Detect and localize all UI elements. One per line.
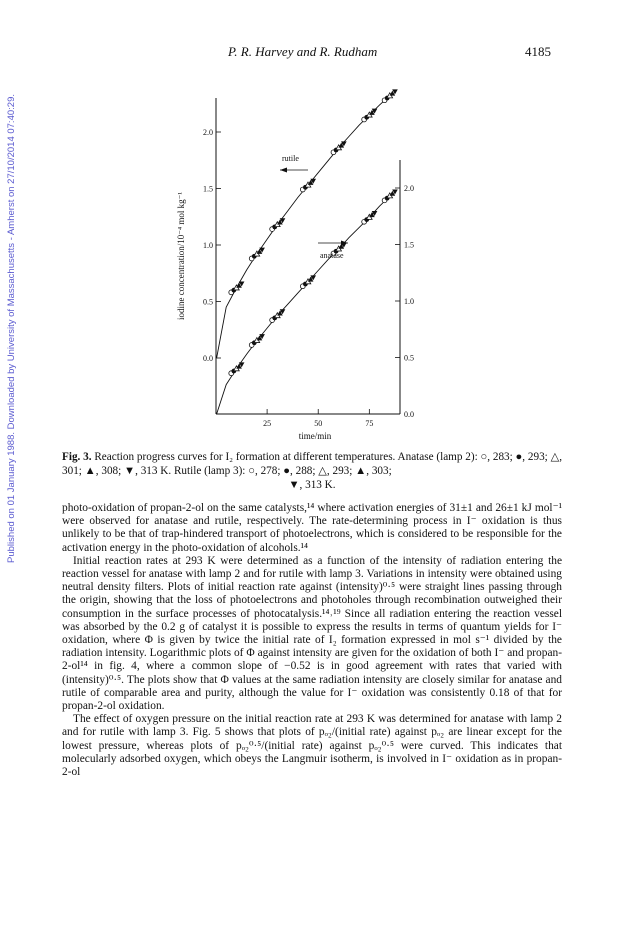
left-tick-label: 0.0 xyxy=(203,354,213,363)
paragraph-3: The effect of oxygen pressure on the initial reaction rate at 293 K was determined for anatase with lamp 2 and for rutile with lamp 3. Fig. 5 shows that plots of pₒ₂/(initial rate) against pₒ₂ are linear except for the lowest pressure, whereas plots of pₒ₂⁰·⁵/(initial rate) against pₒ₂⁰·⁵ were curved. This indicates that molecularly adsorbed oxygen, which obeys the Langmuir isotherm, is involved in I⁻ oxidation as in propan-2-ol xyxy=(62,713,562,779)
download-sidenote: Published on 01 January 1988. Downloaded by University of Massachusetts - Amherst on 27/10/2014 07:40:29. xyxy=(6,94,17,563)
left-tick-label: 1.5 xyxy=(203,184,213,194)
left-tick-label: 1.0 xyxy=(203,241,213,250)
right-tick-label: 0.0 xyxy=(404,410,414,419)
paragraph-2: Initial reaction rates at 293 K were determined as a function of the intensity of radiation entering the reaction vessel for anatase with lamp 2 and for rutile with lamp 3. Variations in intensity were obtained using neutral density filters. Plots of initial reaction rate against (intensity)⁰·⁵ were straight lines passing through the origin, showing that the loss of photoelectrons and photoholes through recombination outweighed their consumption in the surface processes of photocatalysis.¹⁴˒¹⁹ Since all radiation entering the reaction vessel was absorbed by the 0.2 g of catalyst it is possible to express the results in terms of quantum yields for I⁻ oxidation, where Φ is given by twice the initial rate of I₂ formation expressed in mol s⁻¹ divided by the radiation intensity. Logarithmic plots of Φ against intensity are given for the oxidation of both I⁻ and propan-2-ol¹⁴ in fig. 4, where a common slope of −0.52 is in good agreement with rates that varied with (intensity)⁰·⁵. The plots show that Φ values at the same radiation intensity are closely similar for anatase and rutile of comparable area and purity, although the value for I⁻ oxidation was consistently 0.18 of that for propan-2-ol oxidation. xyxy=(62,554,562,713)
left-tick-label: 2.0 xyxy=(203,128,213,137)
left-tick-label: 0.5 xyxy=(203,297,213,307)
right-tick-label: 2.0 xyxy=(404,184,414,193)
running-head-authors: P. R. Harvey and R. Rudham xyxy=(228,44,378,59)
figure-caption xyxy=(62,450,562,492)
x-tick-label: 50 xyxy=(314,419,323,428)
paragraph-1: photo-oxidation of propan-2-ol on the same catalysts,¹⁴ where activation energies of 31±1 and 26±1 kJ mol⁻¹ were observed for anatase and rutile, respectively. The rate-determining process in I⁻ oxidation is thus unlikely to be that of trap-hindered transport of photoelectrons, which is considered to be responsible for the activation energy in the photo-oxidation of alcohols.¹⁴ xyxy=(62,502,562,554)
caption-text: Reaction progress curves for I₂ formation at different temperatures. Anatase (lamp 2): ○, 283; ●, 293; △, 301; ▲, 308; ▼, 313 K. Rutile (lamp 3): ○, 278; ●, 288; △, 293; ▲, 303; xyxy=(62,451,562,477)
y-axis-label: iodine concentration/10⁻⁴ mol kg⁻¹ xyxy=(176,191,186,321)
body-text xyxy=(62,502,562,779)
anatase-label: anatase xyxy=(320,251,344,260)
x-tick-label: 75 xyxy=(365,419,374,428)
right-tick-label: 1.0 xyxy=(404,297,414,306)
rutile-curve xyxy=(217,96,390,358)
right-tick-label: 1.5 xyxy=(404,240,414,250)
x-axis-label: time/min xyxy=(298,431,332,441)
right-tick-label: 0.5 xyxy=(404,353,414,363)
reaction-progress-figure xyxy=(150,88,480,453)
x-tick-label: 25 xyxy=(263,419,272,428)
rutile-arrowhead xyxy=(280,168,287,173)
caption-label: Fig. 3. xyxy=(62,451,92,463)
anatase-curve xyxy=(217,196,390,414)
caption-last-line: ▼, 313 K. xyxy=(288,479,336,491)
rutile-label: rutile xyxy=(282,154,299,163)
axis-ticks xyxy=(203,128,414,428)
data-markers xyxy=(229,89,398,375)
page-number: 4185 xyxy=(525,44,551,59)
